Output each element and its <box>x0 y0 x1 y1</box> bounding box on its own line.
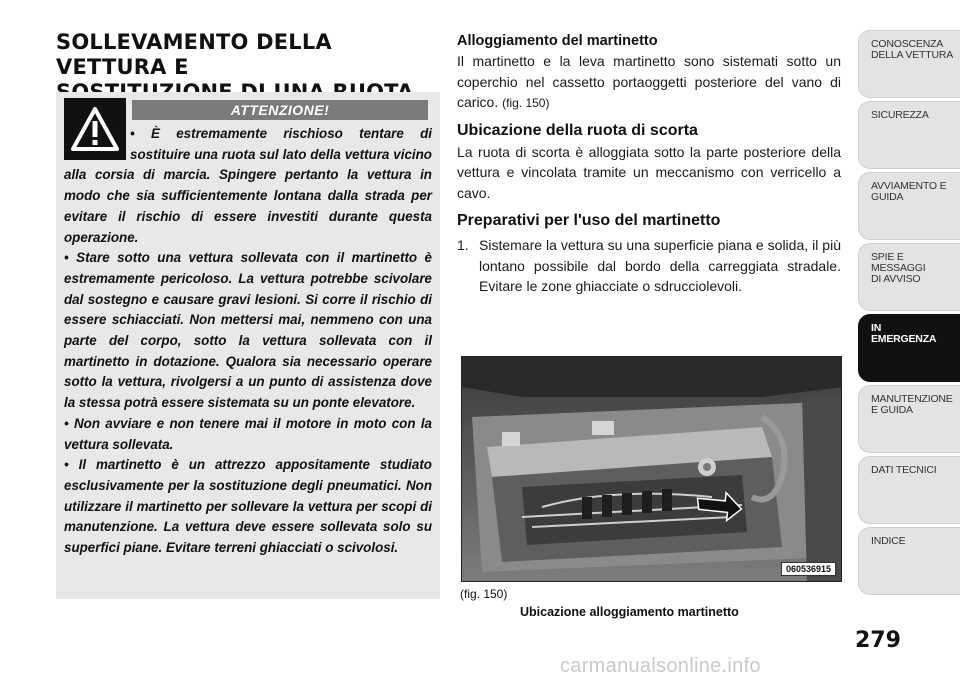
chapter-tab[interactable] <box>858 101 960 169</box>
chapter-tab[interactable] <box>858 314 960 382</box>
page-title-line-1: SOLLEVAMENTO DELLA VETTURA E <box>56 30 332 79</box>
chapter-tab[interactable] <box>858 172 960 240</box>
figure-label: (fig. 150) <box>460 587 508 601</box>
chapter-tab[interactable] <box>858 527 960 595</box>
section-heading-jack-location: Alloggiamento del martinetto <box>457 33 658 49</box>
chapter-tab-label: IN <box>871 322 882 334</box>
section-heading-spare-wheel: Ubicazione della ruota di scorta <box>457 121 698 139</box>
chapter-tab-label: CONOSCENZA <box>871 38 944 50</box>
chapter-tabs <box>858 30 960 598</box>
section-heading-jack-preparation: Preparativi per l'uso del martinetto <box>457 212 721 229</box>
chapter-tab-label: SICUREZZA <box>871 109 929 121</box>
chapter-tab-label: MANUTENZIONE <box>871 393 953 405</box>
list-item <box>457 235 841 297</box>
page-number: 279 <box>855 628 901 653</box>
figure-code: 060536915 <box>781 562 836 576</box>
chapter-tab-label: GUIDA <box>871 191 904 203</box>
section-text-jack-location: Il martinetto e la leva martinetto sono sistemati sotto un coperchio nel cassetto portaoggetti posteriore del vano di carico. (fig. 150) <box>457 53 841 110</box>
chapter-tab-label: AVVIAMENTO E <box>871 180 947 192</box>
chapter-tab[interactable] <box>858 385 960 453</box>
chapter-tab[interactable] <box>858 243 960 311</box>
warning-text <box>64 124 432 559</box>
chapter-tab-label: DELLA VETTURA <box>871 49 954 61</box>
right-column <box>457 32 841 297</box>
warning-box <box>56 92 440 599</box>
warning-item: • È estremamente rischioso tentare di sostituire una ruota sul lato della vettura vicino alla corsia di marcia. Spingere pertanto la vettura in modo che sia sufficientemente lontana dalla strada per evitare il rischio di essere investiti durante questa operazione. <box>64 126 432 245</box>
chapter-tab-label: DI AVVISO <box>871 273 921 285</box>
list-number: 1. <box>457 237 469 253</box>
watermark: carmanualsonline.info <box>560 655 761 677</box>
chapter-tab[interactable] <box>858 456 960 524</box>
chapter-tab[interactable] <box>858 30 960 98</box>
list-text: Sistemare la vettura su una superficie piana e solida, il più lontano possibile dal bordo della carreggiata stradale. Evitare le zone ghiacciate o sdrucciolevoli. <box>479 237 841 294</box>
chapter-tab-label: E GUIDA <box>871 404 913 416</box>
section-text-spare-wheel: La ruota di scorta è alloggiata sotto la parte posteriore della vettura e vincolata tramite un meccanismo con verricello a cavo. <box>457 143 841 201</box>
chapter-tab-label: DATI TECNICI <box>871 464 937 476</box>
warning-item: • Non avviare e non tenere mai il motore in moto con la vettura sollevata. <box>64 415 432 452</box>
warning-header: ATTENZIONE! <box>132 100 428 120</box>
chapter-tab-label: SPIE E <box>871 251 904 263</box>
warning-item: • Il martinetto è un attrezzo appositamente studiato esclusivamente per la sostituzione degli pneumatici. Non utilizzare il martinetto per sollevare la vettura per scopi di manutenzione. La vettura deve essere sollevata solo su superfici piane. Evitare terreni ghiacciati o scivolosi. <box>64 457 432 556</box>
chapter-tab-label: EMERGENZA <box>871 333 937 345</box>
chapter-tab-label: INDICE <box>871 535 906 547</box>
figure-reference[interactable]: (fig. 150) <box>502 96 550 110</box>
jack-compartment-photo <box>461 356 842 582</box>
warning-item: • Stare sotto una vettura sollevata con il martinetto è estremamente pericoloso. La vettura potrebbe scivolare dal sostegno e causare gravi lesioni. Si corre il rischio di essere schiacciati. Non mettersi mai, nemmeno con una parte del corpo, sotto la vettura sollevata con il martinetto in dotazione. Qualora sia necessario operare sotto la vettura, rivolgersi a un punto di assistenza dove la stessa potrà essere sistemata su un ponte elevatore. <box>64 250 432 411</box>
jack-compartment-illustration <box>462 357 842 582</box>
figure-caption: Ubicazione alloggiamento martinetto <box>520 605 739 619</box>
chapter-tab-label: MESSAGGI <box>871 262 926 274</box>
